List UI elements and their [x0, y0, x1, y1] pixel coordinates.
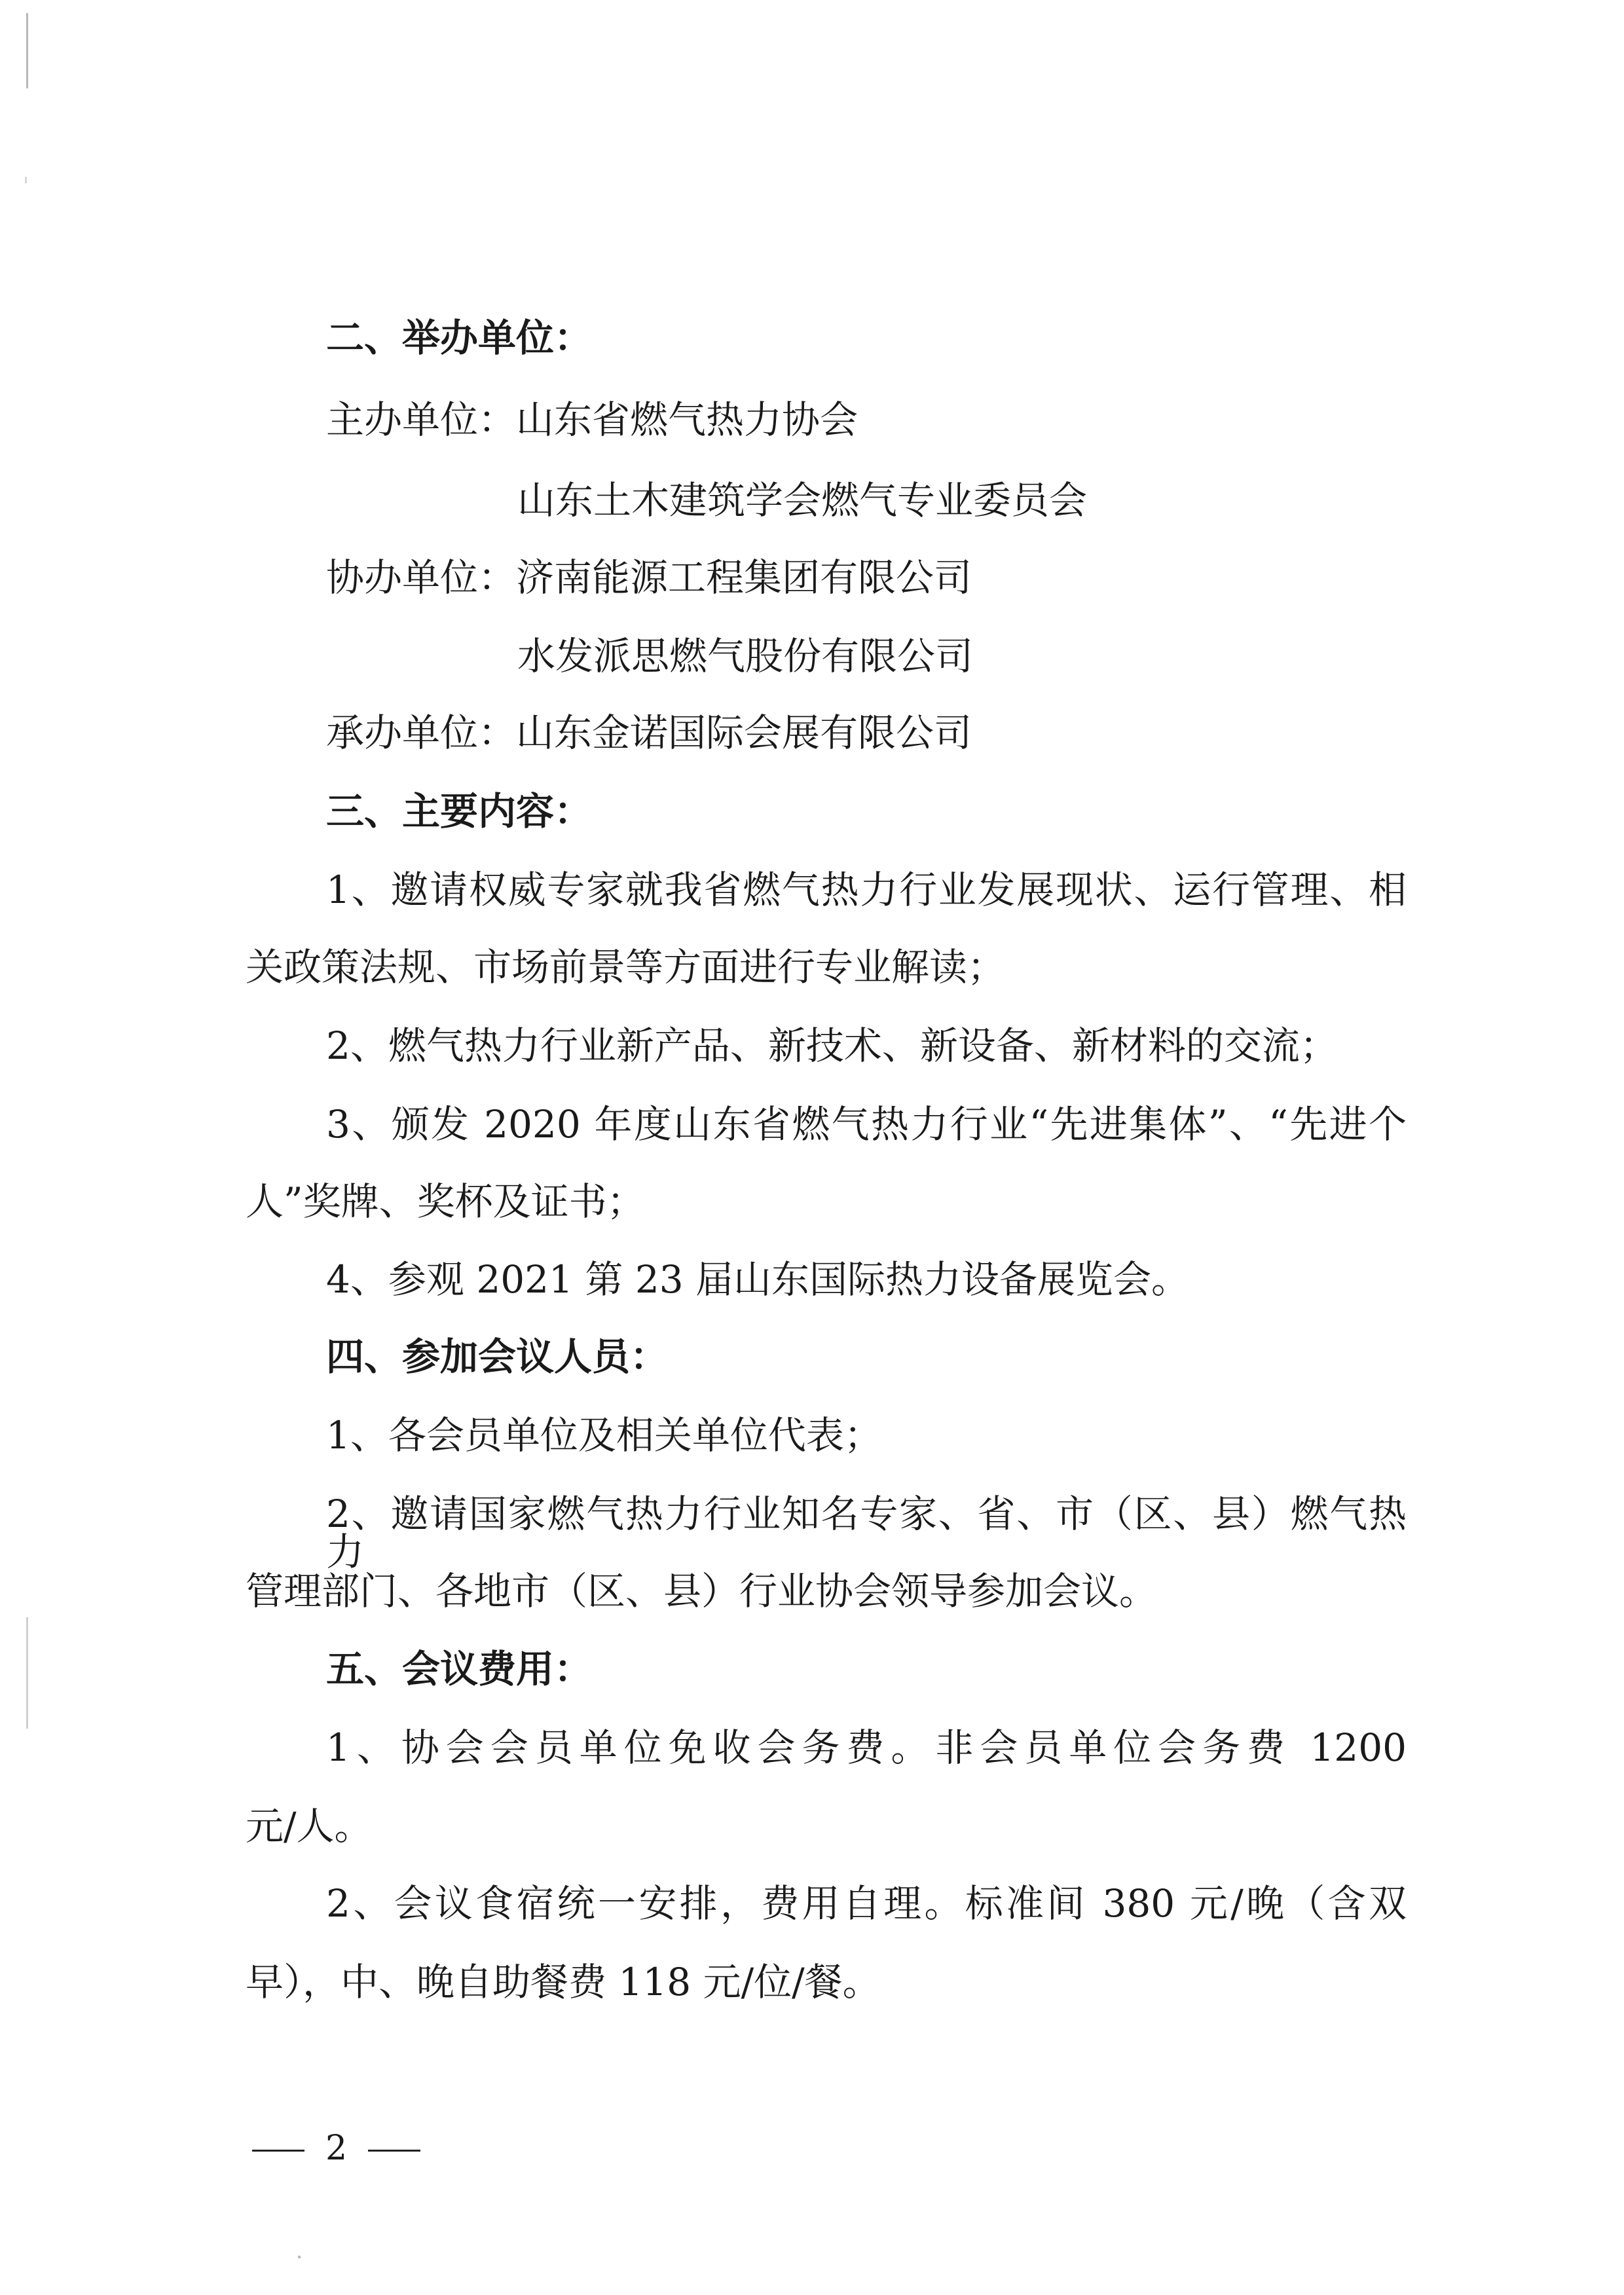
undertaker-org: 山东金诺国际会展有限公司 — [516, 710, 972, 755]
fees-item-1-line-2: 元/人。 — [246, 1804, 373, 1848]
undertaker-row — [326, 710, 972, 755]
footer-right-dash — [368, 2150, 420, 2152]
section-heading-content: 三、主要内容： — [326, 789, 593, 834]
content-item-3-line-1: 3、颁发 2020 年度山东省燃气热力行业“先进集体”、“先进个 — [326, 1102, 1407, 1147]
content-item-1-line-2: 关政策法规、市场前景等方面进行专业解读； — [246, 945, 1006, 989]
co-organizer-2: 水发派思燃气股份有限公司 — [517, 634, 974, 678]
fees-item-2-line-2: 早），中、晚自助餐费 118 元/位/餐。 — [246, 1960, 881, 2004]
section-heading-organizers: 二、举办单位： — [326, 316, 593, 360]
attendees-item-1: 1、各会员单位及相关单位代表； — [326, 1413, 882, 1458]
scan-edge-mark — [26, 1617, 28, 1729]
scan-edge-mark — [26, 13, 28, 88]
undertaker-label: 承办单位： — [326, 710, 517, 755]
content-item-4: 4、参观 2021 第 23 届山东国际热力设备展览会。 — [326, 1257, 1190, 1302]
scan-dot-mark — [298, 2256, 301, 2258]
page-footer — [252, 2129, 420, 2168]
content-item-2: 2、燃气热力行业新产品、新技术、新设备、新材料的交流； — [326, 1023, 1338, 1068]
scan-edge-mark — [25, 177, 27, 183]
fees-item-1-line-1: 1、协会会员单位免收会务费。非会员单位会务费 1200 — [326, 1725, 1407, 1770]
footer-left-dash — [252, 2150, 304, 2152]
co-organizer-label: 协办单位： — [326, 555, 517, 600]
host-row — [326, 397, 858, 442]
attendees-item-2-line-1: 2、邀请国家燃气热力行业知名专家、省、市（区、县）燃气热力 — [326, 1492, 1407, 1574]
host-label: 主办单位： — [326, 397, 517, 442]
host-org-1: 山东省燃气热力协会 — [516, 397, 858, 442]
host-org-2: 山东土木建筑学会燃气专业委员会 — [517, 478, 1088, 523]
section-heading-fees: 五、会议费用： — [326, 1647, 593, 1691]
page-number: 2 — [325, 2129, 348, 2168]
fees-item-2-line-1: 2、会议食宿统一安排，费用自理。标准间 380 元/晚（含双 — [326, 1881, 1407, 1926]
co-organizer-row — [326, 555, 972, 600]
content-item-1-line-1: 1、邀请权威专家就我省燃气热力行业发展现状、运行管理、相 — [326, 868, 1407, 912]
content-item-3-line-2: 人”奖牌、奖杯及证书； — [246, 1179, 645, 1224]
section-heading-attendees: 四、参加会议人员： — [326, 1334, 669, 1379]
co-organizer-1: 济南能源工程集团有限公司 — [516, 555, 972, 600]
attendees-item-2-line-2: 管理部门、各地市（区、县）行业协会领导参加会议。 — [246, 1569, 1158, 1613]
